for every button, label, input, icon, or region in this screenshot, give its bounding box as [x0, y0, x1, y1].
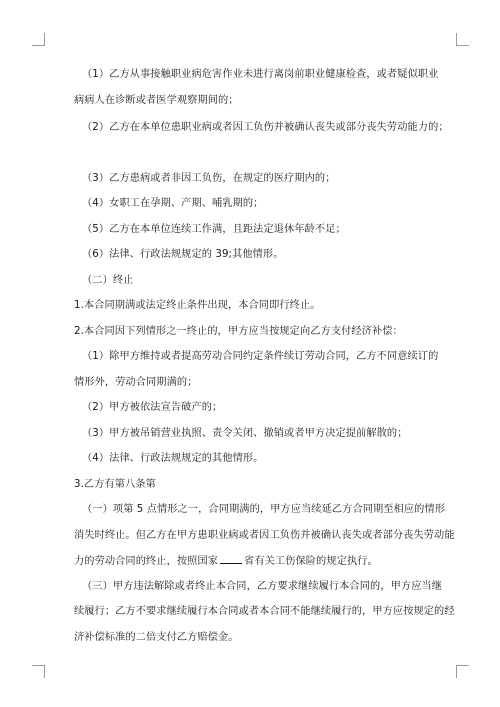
paragraph-line: （5）乙方在本单位连续工作满，且距法定退休年龄不足； [82, 224, 346, 235]
paragraph-line: （1）除甲方维持或者提高劳动合同约定条件续订劳动合同，乙方不同意续订的 [82, 351, 439, 362]
paragraph-line: 1.本合同期满或法定终止条件出现，本合同即行终止。 [74, 300, 321, 311]
fill-in-blank [220, 554, 242, 564]
paragraph-line: 情形外，劳动合同期满的； [74, 377, 198, 388]
crop-mark-bottom-right [456, 665, 469, 678]
paragraph-line: 3.乙方有第八条第 [74, 479, 156, 490]
paragraph-line: 消失时终止。但乙方在甲方患职业病或者因工负伤并被确认丧失或者部分丧失劳动能 [74, 530, 455, 541]
paragraph-line: （4）女职工在孕期、产期、哺乳期的； [82, 198, 264, 209]
paragraph-line [74, 554, 378, 569]
paragraph-line: 济补偿标准的二倍支付乙方赔偿金。 [74, 632, 239, 643]
paragraph-line: （3）甲方被吊销营业执照、责令关闭、撤销或者甲方决定提前解散的； [82, 428, 408, 439]
paragraph-line: （三）甲方违法解除或者终止本合同，乙方要求继续履行本合同的，甲方应当继 [82, 581, 443, 592]
paragraph-line: （一）项第 5 点情形之一，合同期满的，甲方应当续延乙方合同期至相应的情形 [82, 504, 446, 515]
crop-mark-bottom-left [32, 665, 45, 678]
section-heading: （二）终止 [82, 275, 134, 286]
paragraph-line: （3）乙方患病或者非因工负伤，在规定的医疗期内的； [82, 173, 336, 184]
paragraph-line: （2）甲方被依法宣告破产的； [82, 402, 223, 413]
paragraph-line: 2.本合同因下列情形之一终止的，甲方应当按规定向乙方支付经济补偿： [74, 326, 403, 337]
paragraph-line: （6）法律、行政法规规定的 39;其他情形。 [82, 249, 284, 260]
crop-mark-top-left [32, 33, 45, 46]
paragraph-text: 力的劳动合同的终止，按照国家 [74, 556, 219, 567]
paragraph-text: 省有关工伤保险的规定执行。 [244, 556, 378, 567]
paragraph-line: （1）乙方从事接触职业病危害作业未进行离岗前职业健康检查，或者疑似职业 [82, 69, 439, 80]
paragraph-line: （2）乙方在本单位患职业病或者因工负伤并被确认丧失或部分丧失劳动能力的； [82, 122, 449, 133]
paragraph-line: 病病人在诊断或者医学观察期间的； [74, 95, 239, 106]
paragraph-line: 续履行；乙方不要求继续履行本合同或者本合同不能继续履行的，甲方应按规定的经 [74, 606, 455, 617]
crop-mark-top-right [456, 33, 469, 46]
paragraph-line: （4）法律、行政法规规定的其他情形。 [82, 453, 264, 464]
